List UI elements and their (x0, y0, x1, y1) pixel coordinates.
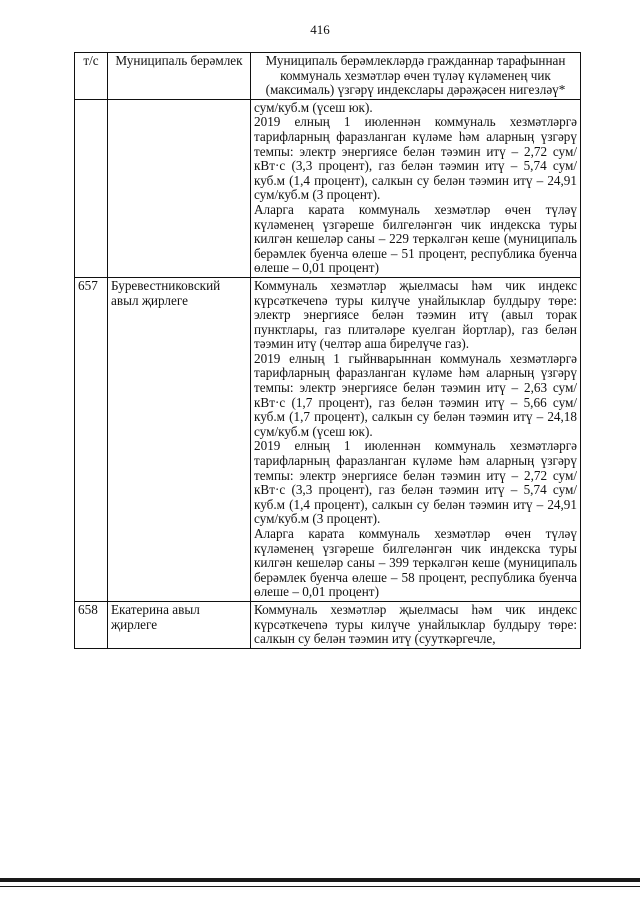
basis-paragraph: Коммуналь хезмәтләр җыелмасы һәм чик индекс күрсәткечenә туры килүче унайлыклар булдыру төре: салкын су белән тәэмин итү (сууткәргечле, (254, 601, 577, 647)
row-number-cell: 657 (75, 277, 108, 601)
basis-paragraph: сум/куб.м (үсеш юк). (254, 99, 373, 115)
scan-edge-rule-thin (0, 886, 640, 887)
row-municipality-cell: Екатерина авыл җирлеге (108, 601, 251, 648)
header-number: т/с (75, 53, 108, 100)
basis-paragraph: Аларга карата коммуналь хезмәтләр өчен түләү күләменең үзгәреше билгеләнгән чик индекска туры килгән кешеләр саны – 399 теркәлгән кеше (муниципаль берәмлек буенча өлеше – 58 процент, республика буенча өлеше – 0,01 процент) (254, 526, 577, 600)
basis-paragraph: 2019 елның 1 июленнән коммуналь хезмәтләргә тарифларның фаразланган күләме һәм аларның үзгәрү темпы: электр энергиясе белән тәэмин итү – 2,72 сум/кВт·с (3,3 процент), газ белән тәэмин итү – 5,74 сум/куб.м (1,4 процент), салкын су белән тәэмин итү – 24,91 сум/куб.м (3 процент). (254, 438, 577, 527)
table-row-continuation (75, 99, 581, 277)
basis-paragraph: 2019 елның 1 гыйнварыннан коммуналь хезмәтләргә тарифларның фаразланган күләме һәм аларның үзгәрү темпы: электр энергиясе белән тәэмин итү – 2,63 сум/кВт·с (1,7 процент), газ белән тәэмин итү – 5,66 сум/куб.м (1,7 процент), салкын су белән тәэмин итү – 24,18 сум/куб.м (үсеш юк). (254, 350, 577, 439)
row-municipality-cell: Буревестниковский авыл җирлеге (108, 277, 251, 601)
table-row (75, 601, 581, 648)
header-municipality: Муниципаль берәмлек (108, 53, 251, 100)
table-header-row (75, 53, 581, 100)
basis-paragraph: 2019 елның 1 июленнән коммуналь хезмәтләргә тарифларның фаразланган күләме һәм аларның үзгәрү темпы: электр энергиясе белән тәэмин итү – 2,72 сум/кВт·с (3,3 процент), газ белән тәэмин итү – 5,74 сум/куб.м (1,4 процент), салкын су белән тәэмин итү – 24,91 сум/куб.м (3 процент). (254, 114, 577, 203)
page-number: 416 (310, 22, 330, 37)
header-basis: Муниципаль берәмлекләрдә гражданнар тарафыннан коммуналь хезмәтләр өчен түләү күләменең чик (максималь) үзгәрү индекслары дәрәҗәсен нигезләү* (251, 53, 581, 100)
basis-paragraph: Аларга карата коммуналь хезмәтләр өчен түләү күләменең үзгәреше билгеләнгән чик индекска туры килгән кешеләр саны – 229 теркәлгән кеше (муниципаль берәмлек буенча өлеше – 51 процент, республика буенча өлеше – 0,01 процент) (254, 201, 577, 276)
row-basis-cell (251, 277, 581, 601)
municipal-index-table (74, 52, 581, 649)
row-number-cell: 658 (75, 601, 108, 648)
scan-edge-rule (0, 878, 640, 882)
basis-paragraph: Коммуналь хезмәтләр җыелмасы һәм чик индекс күрсәткечenә туры килүче унайлыклар булдыру төре: электр энергиясе белән тәэмин итү (авыл торак пунктлары, газ плитәләре куелган йортлар), газ белән тәэмин итү (челтәр аша бирелүче газ). (254, 277, 577, 352)
table-row (75, 277, 581, 601)
row-basis-cell (251, 99, 581, 277)
row-basis-cell (251, 601, 581, 648)
row-municipality-cell (108, 99, 251, 277)
row-number-cell (75, 99, 108, 277)
